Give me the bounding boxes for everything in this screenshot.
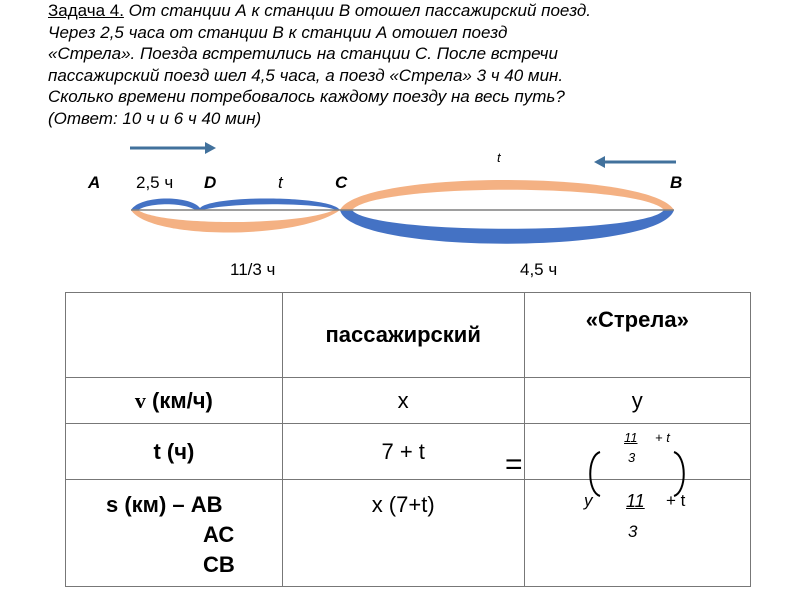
row-label-distance <box>66 480 283 587</box>
problem-text-2: Через 2,5 часа от станции В к станции А отошел поезд <box>48 22 508 42</box>
label-t-top: t <box>497 150 501 165</box>
cell-passenger-speed: x <box>282 378 524 424</box>
cell-passenger-distance: x (7+t) <box>282 480 524 587</box>
train-diagram <box>0 140 800 290</box>
diagram-svg <box>0 140 800 290</box>
label-point-d: D <box>204 173 217 192</box>
dist-frac-num: 11 <box>626 491 645 511</box>
label-2-5-hours: 2,5 ч <box>136 173 174 192</box>
label-station-c: С <box>335 173 348 192</box>
problem-text-3: «Стрела». Поезда встретились на станции С. После встречи <box>48 44 558 63</box>
arrow-right-head <box>205 142 216 154</box>
distance-label-cb: СВ <box>203 552 235 577</box>
problem-answer: (Ответ: 10 ч и 6 ч 40 мин) <box>48 108 262 128</box>
label-11-3-hours: 11/3 ч <box>230 260 276 279</box>
speed-symbol: v <box>134 387 146 413</box>
distance-label-ab: s (км) – АВ <box>106 492 223 517</box>
time-fraction <box>610 430 690 470</box>
time-frac-den: 3 <box>628 450 636 465</box>
distance-fraction <box>584 488 724 548</box>
row-label-speed <box>66 378 283 424</box>
header-passenger-label: пассажирский <box>325 322 481 347</box>
cell-passenger-time: 7 + t <box>282 424 524 480</box>
dist-frac-plus: + t <box>666 491 686 510</box>
header-empty-cell <box>66 293 283 378</box>
speed-units: (км/ч) <box>145 387 213 413</box>
problem-text-5: Сколько времени потребовалось каждому поезду на весь путь? <box>48 87 565 106</box>
arrow-left-head <box>594 156 605 168</box>
dist-frac-prefix: y <box>584 491 593 510</box>
time-frac-num: 11 <box>624 430 638 445</box>
table-row <box>66 378 751 424</box>
problem-title: Задача 4. <box>48 1 124 20</box>
header-strela: «Стрела» <box>524 293 750 378</box>
distance-label-ac: АС <box>203 522 235 547</box>
dist-frac-den: 3 <box>628 522 638 541</box>
problem-statement <box>48 0 793 129</box>
cell-strela-speed: y <box>524 378 750 424</box>
label-station-a: А <box>88 173 101 192</box>
label-station-b: В <box>670 173 683 192</box>
time-frac-plus: + t <box>655 430 670 445</box>
row-label-time: t (ч) <box>66 424 283 480</box>
header-passenger <box>282 293 524 378</box>
problem-text-4: пассажирский поезд шел 4,5 часа, а поезд «Стрела» 3 ч 40 мин. <box>48 65 564 85</box>
label-4-5-hours: 4,5 ч <box>520 260 558 279</box>
problem-text-1: От станции А к станции В отошел пассажирский поезд. <box>123 1 592 20</box>
table-header-row <box>66 293 751 378</box>
label-t-left: t <box>278 173 283 192</box>
equals-sign: = <box>505 448 523 481</box>
